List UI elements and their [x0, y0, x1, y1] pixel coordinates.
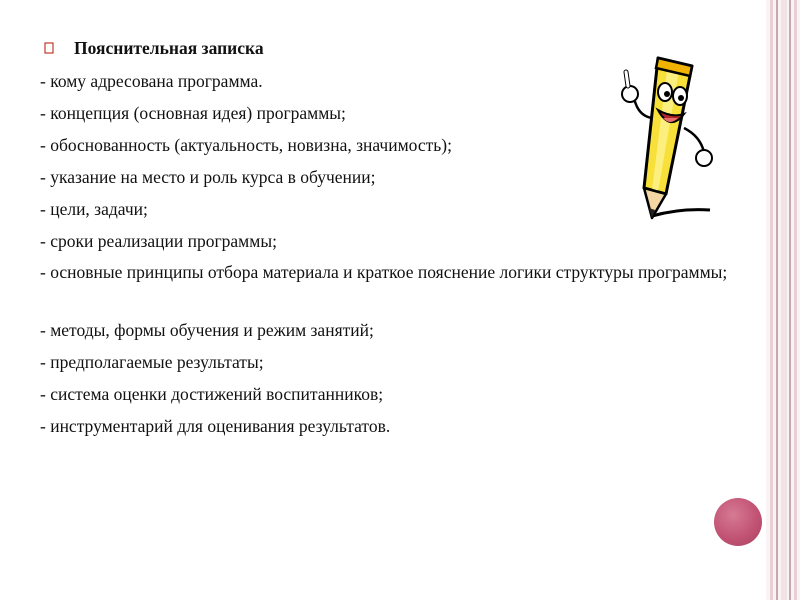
list-item: - обоснованность (актуальность, новизна, значимость); [40, 134, 452, 155]
list-item: - цели, задачи; [40, 198, 148, 219]
list-item: - указание на место и роль курса в обучении; [40, 166, 376, 187]
slide-title: Пояснительная записка [74, 37, 264, 58]
list-item: - предполагаемые результаты; [40, 351, 264, 372]
list-item: - основные принципы отбора материала и краткое пояснение логики структуры программы; [40, 262, 728, 282]
pencil-character-icon [600, 48, 720, 228]
list-item: - методы, формы обучения и режим занятий; [40, 319, 374, 340]
list-item: - концепция (основная идея) программы; [40, 102, 346, 123]
right-border-stripes [766, 0, 800, 600]
box-bullet-icon [44, 42, 54, 54]
list-item: - инструментарий для оценивания результатов. [40, 415, 391, 436]
list-item: - кому адресована программа. [40, 70, 263, 91]
pink-circle-icon [714, 498, 762, 546]
list-item: - сроки реализации программы; [40, 230, 277, 251]
list-item: - система оценки достижений воспитанников; [40, 383, 384, 404]
